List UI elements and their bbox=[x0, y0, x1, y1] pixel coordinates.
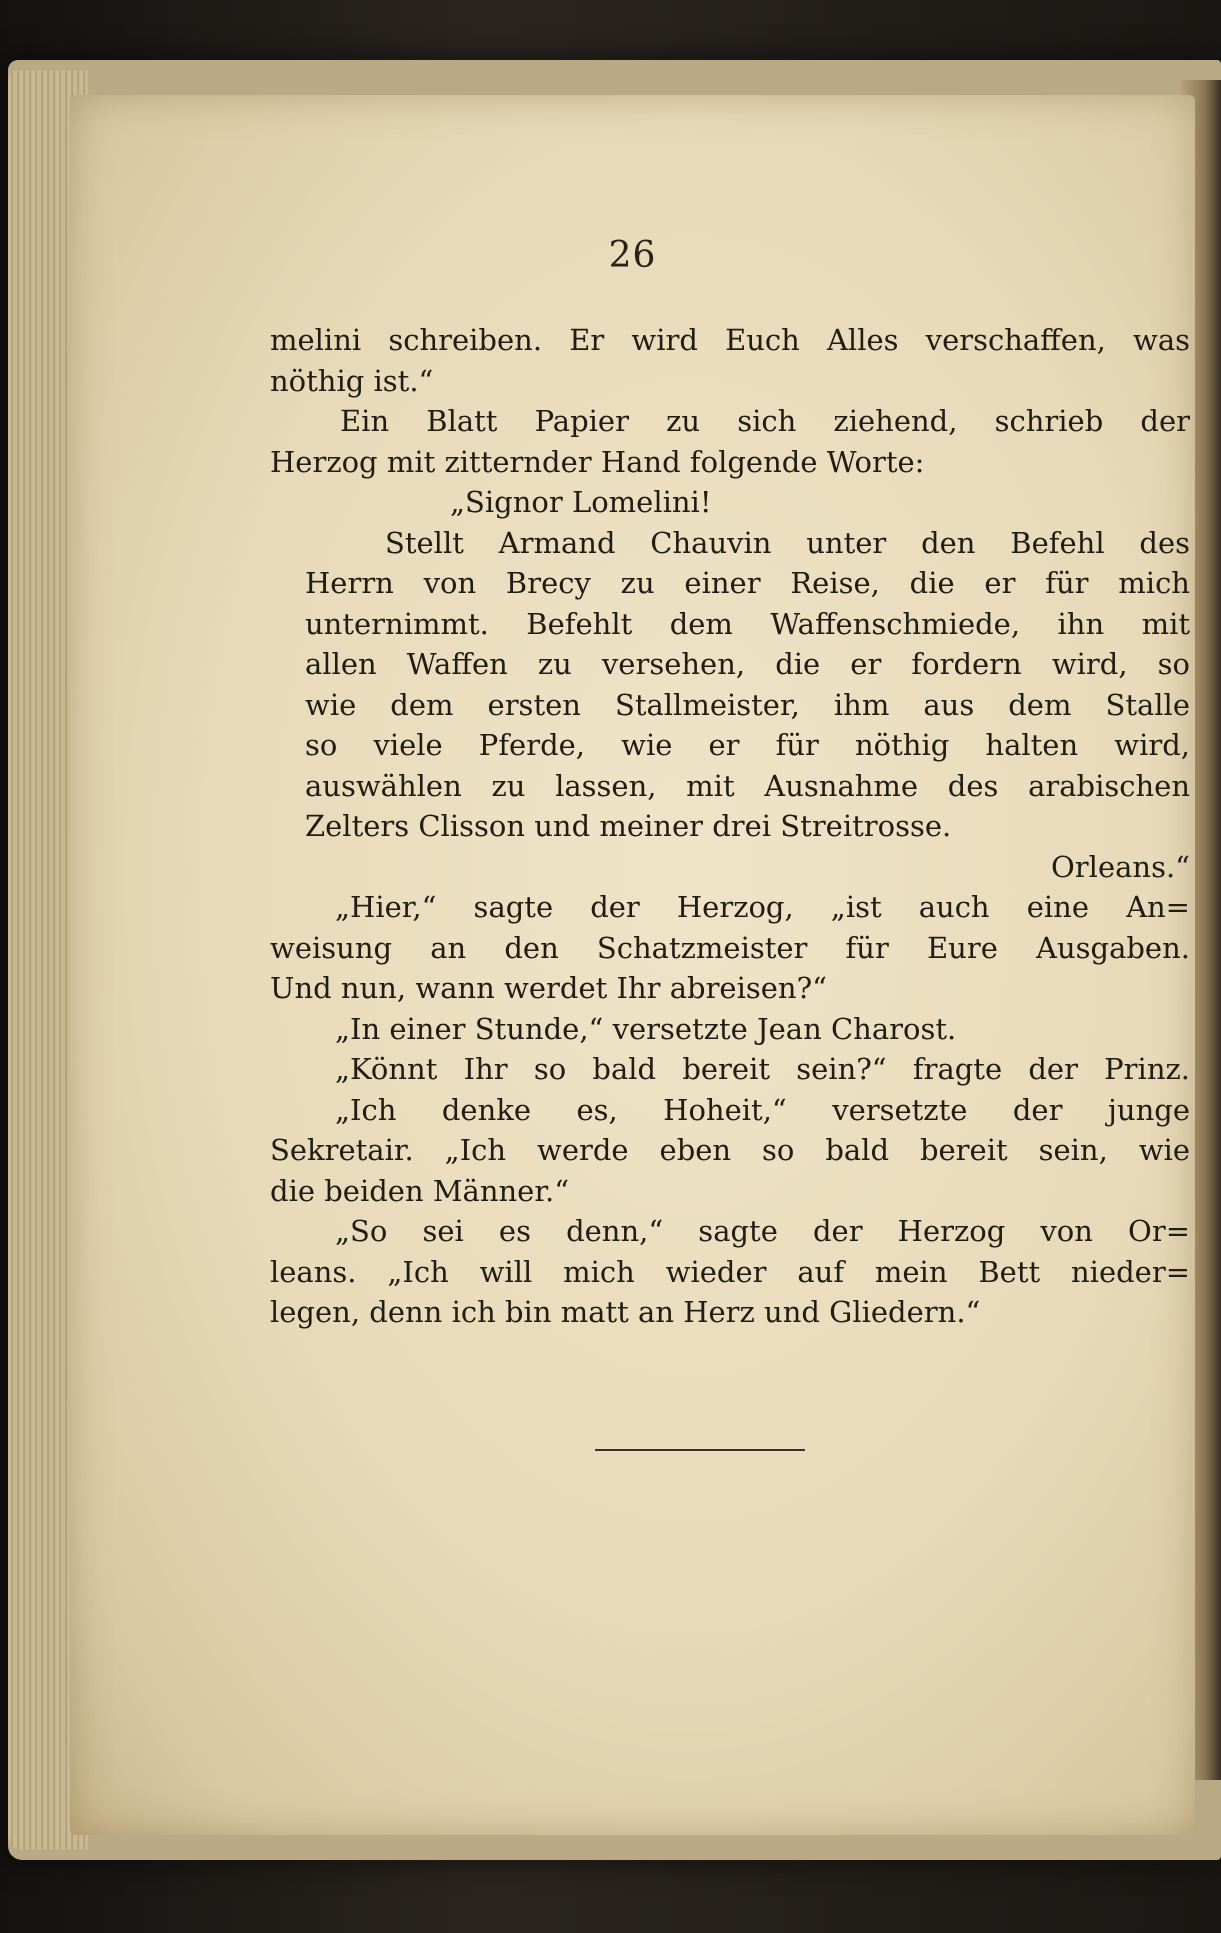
text-line bbox=[270, 1171, 1190, 1212]
text-line bbox=[270, 725, 1190, 766]
book-page bbox=[70, 95, 1195, 1835]
text-line-content: allen Waffen zu versehen, die er fordern wird, so bbox=[305, 647, 1190, 681]
text-line bbox=[270, 523, 1190, 564]
text-line-content: leans. „Ich will mich wieder auf mein Bett nieder= bbox=[270, 1254, 1190, 1289]
text-line bbox=[270, 685, 1190, 726]
text-line bbox=[270, 442, 1190, 483]
page-number: 26 bbox=[608, 235, 657, 276]
text-line-content: Sekretair. „Ich werde eben so bald bereit sein, wie bbox=[270, 1133, 1190, 1167]
text-line bbox=[270, 644, 1190, 685]
text-line-content: wie dem ersten Stallmeister, ihm aus dem Stalle bbox=[305, 687, 1190, 722]
text-line-content: „In einer Stunde,“ versetzte Jean Charost. bbox=[335, 1011, 957, 1046]
text-line-content: „Hier,“ sagte der Herzog, „ist auch eine An= bbox=[335, 890, 1190, 924]
text-line bbox=[270, 847, 1190, 888]
text-line bbox=[270, 1292, 1190, 1333]
text-line-content: Zelters Clisson und meiner drei Streitrosse. bbox=[305, 809, 952, 843]
text-line-content: Ein Blatt Papier zu sich ziehend, schrieb der bbox=[340, 404, 1190, 438]
text-line bbox=[270, 482, 1190, 523]
text-line bbox=[270, 1009, 1190, 1050]
text-line-content: „Ich denke es, Hoheit,“ versetzte der junge bbox=[335, 1092, 1190, 1127]
text-line-content: so viele Pferde, wie er für nöthig halten wird, bbox=[305, 728, 1190, 762]
text-line-content: weisung an den Schatzmeister für Eure Ausgaben. bbox=[270, 930, 1190, 965]
text-line bbox=[270, 1090, 1190, 1131]
text-line bbox=[270, 320, 1190, 361]
text-line-content: „Könnt Ihr so bald bereit sein?“ fragte der Prinz. bbox=[335, 1052, 1190, 1086]
text-line bbox=[270, 766, 1190, 807]
text-line-content: Und nun, wann werdet Ihr abreisen?“ bbox=[270, 971, 827, 1005]
text-line-content: melini schreiben. Er wird Euch Alles verschaffen, was bbox=[270, 323, 1190, 357]
text-line bbox=[270, 1049, 1190, 1090]
text-line-content: Stellt Armand Chauvin unter den Befehl des bbox=[385, 525, 1190, 560]
text-line-content: nöthig ist.“ bbox=[270, 363, 434, 398]
text-line-content: legen, denn ich bin matt an Herz und Gliedern.“ bbox=[270, 1295, 981, 1329]
text-line bbox=[270, 887, 1190, 928]
text-line bbox=[270, 361, 1190, 402]
text-line-content: Orleans.“ bbox=[1051, 849, 1190, 884]
text-line-content: „Signor Lomelini! bbox=[450, 485, 712, 519]
section-divider-rule bbox=[595, 1449, 805, 1451]
text-line-content: unternimmt. Befehlt dem Waffenschmiede, ihn mit bbox=[305, 606, 1190, 641]
text-line bbox=[270, 1211, 1190, 1252]
text-line bbox=[270, 1252, 1190, 1293]
text-line bbox=[270, 401, 1190, 442]
text-line bbox=[270, 563, 1190, 604]
text-line bbox=[270, 806, 1190, 847]
text-line-content: Herzog mit zitternder Hand folgende Worte: bbox=[270, 444, 925, 479]
body-text bbox=[270, 320, 1190, 1333]
text-line-content: Herrn von Brecy zu einer Reise, die er für mich bbox=[305, 566, 1190, 600]
text-line-content: auswählen zu lassen, mit Ausnahme des arabischen bbox=[305, 768, 1190, 803]
text-line bbox=[270, 968, 1190, 1009]
text-line bbox=[270, 928, 1190, 969]
text-line bbox=[270, 604, 1190, 645]
text-line-content: die beiden Männer.“ bbox=[270, 1173, 570, 1208]
text-line bbox=[270, 1130, 1190, 1171]
text-line-content: „So sei es denn,“ sagte der Herzog von Or= bbox=[335, 1214, 1190, 1248]
